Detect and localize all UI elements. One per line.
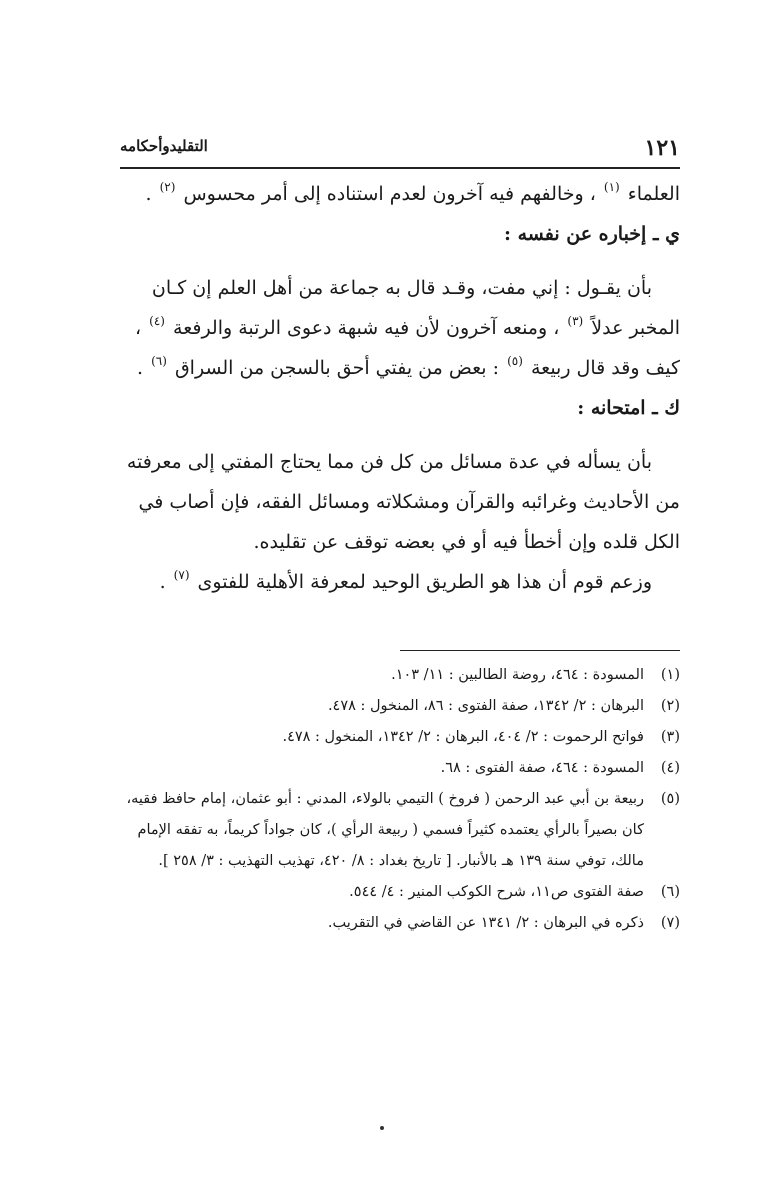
text-run: وزعم قوم أن هذا هو الطريق الوحيد لمعرفة الأهلية للفتوى [197, 571, 652, 593]
footnote-number: (٢) [660, 698, 680, 714]
footnote [120, 908, 680, 939]
spacer [120, 254, 680, 268]
footnote-number: (٣) [660, 729, 680, 745]
text-run: . [136, 357, 144, 379]
running-head [120, 135, 680, 165]
text-line [120, 174, 680, 214]
footnote-text: البرهان : ٢/ ١٣٤٢، صفة الفتوى : ٨٦، المنخول : ٤٧٨. [327, 698, 644, 714]
text-run: ، وخالفهم فيه آخرون لعدم استناده إلى أمر محسوس [183, 183, 596, 205]
section-heading: ي ـ إخباره عن نفسه : [503, 223, 680, 245]
footnote-text: صفة الفتوى ص١١، شرح الكوكب المنير : ٤/ ٥٤٤. [349, 884, 644, 900]
section-heading: ك ـ امتحانه : [577, 397, 680, 419]
text-line: بأن يقـول : إني مفت، وقـد قال به جماعة من أهل العلم إن كـان [151, 277, 652, 299]
page-number: ١٢١ [644, 135, 680, 161]
footnote [120, 753, 680, 784]
footnote-ref[interactable]: (٤) [149, 314, 165, 328]
page-dot-mark [380, 1126, 384, 1130]
text-line: من الأحاديث وغرائبه والقرآن ومشكلاته ومسائل الفقه، فإن أصاب في [138, 491, 680, 513]
text-line [120, 308, 680, 348]
footnote-ref[interactable]: (٥) [507, 354, 523, 368]
footnote [120, 660, 680, 691]
footnote-number: (٧) [660, 915, 680, 931]
text-run: كيف وقد قال ربيعة [530, 357, 680, 379]
header-rule [120, 167, 680, 169]
text-run: ، [134, 317, 142, 339]
text-line: بأن يسأله في عدة مسائل من كل فن مما يحتاج المفتي إلى معرفته [126, 451, 652, 473]
footnote-separator [400, 650, 680, 651]
text-run: العلماء [627, 183, 680, 205]
footnote-ref[interactable]: (٣) [567, 314, 584, 328]
footnote-ref[interactable]: (٢) [159, 180, 176, 194]
text-run: : بعض من يفتي أحق بالسجن من السراق [174, 357, 500, 379]
text-line: الكل قلده وإن أخطأ فيه أو في بعضه توقف عن تقليده. [253, 531, 680, 553]
footnote-text: ذكره في البرهان : ٢/ ١٣٤١ عن القاضي في التقريب. [327, 915, 644, 931]
footnote-ref[interactable]: (٦) [151, 354, 167, 368]
footnote-text: ربيعة بن أبي عبد الرحمن ( فروخ ) التيمي بالولاء، المدني : أبو عثمان، إمام حافظ فقيه، كان بصيراً بالرأي يعتمده كثيراً فسمي ( ربيعة الرأي )، كان جواداً كريماً، به تفقه الإمام مالك، توفي سنة ١٣٩ هـ بالأنبار. [ تاريخ بغداد : ٨/ ٤٢٠، تهذيب التهذيب : ٣/ ٢٥٨ ]. [126, 791, 644, 869]
footnote [120, 784, 680, 877]
book-title: التقليدوأحكامه [120, 137, 208, 155]
footnote-text: المسودة : ٤٦٤، روضة الطالبين : ١١/ ١٠٣. [391, 667, 644, 683]
footnote [120, 877, 680, 908]
text-run: ، ومنعه آخرون لأن فيه شبهة دعوى الرتبة والرفعة [173, 317, 560, 339]
text-line [120, 562, 680, 602]
footnote-text: فواتح الرحموت : ٢/ ٤٠٤، البرهان : ٢/ ١٣٤٢، المنخول : ٤٧٨. [282, 729, 644, 745]
footnote-number: (٥) [660, 791, 680, 807]
footnote-number: (٦) [660, 884, 680, 900]
text-run: المخبر عدلاً [591, 317, 680, 339]
text-line [120, 348, 680, 388]
text-run: . [145, 183, 152, 205]
footnote-ref[interactable]: (١) [603, 180, 620, 194]
footnote-number: (١) [660, 667, 680, 683]
spacer [120, 428, 680, 442]
footnotes [120, 660, 680, 939]
text-run: . [159, 571, 166, 593]
footnote-number: (٤) [660, 760, 680, 776]
footnote [120, 722, 680, 753]
footnote [120, 691, 680, 722]
footnote-ref[interactable]: (٧) [173, 568, 190, 582]
main-text [120, 174, 680, 602]
footnote-text: المسودة : ٤٦٤، صفة الفتوى : ٦٨. [440, 760, 644, 776]
